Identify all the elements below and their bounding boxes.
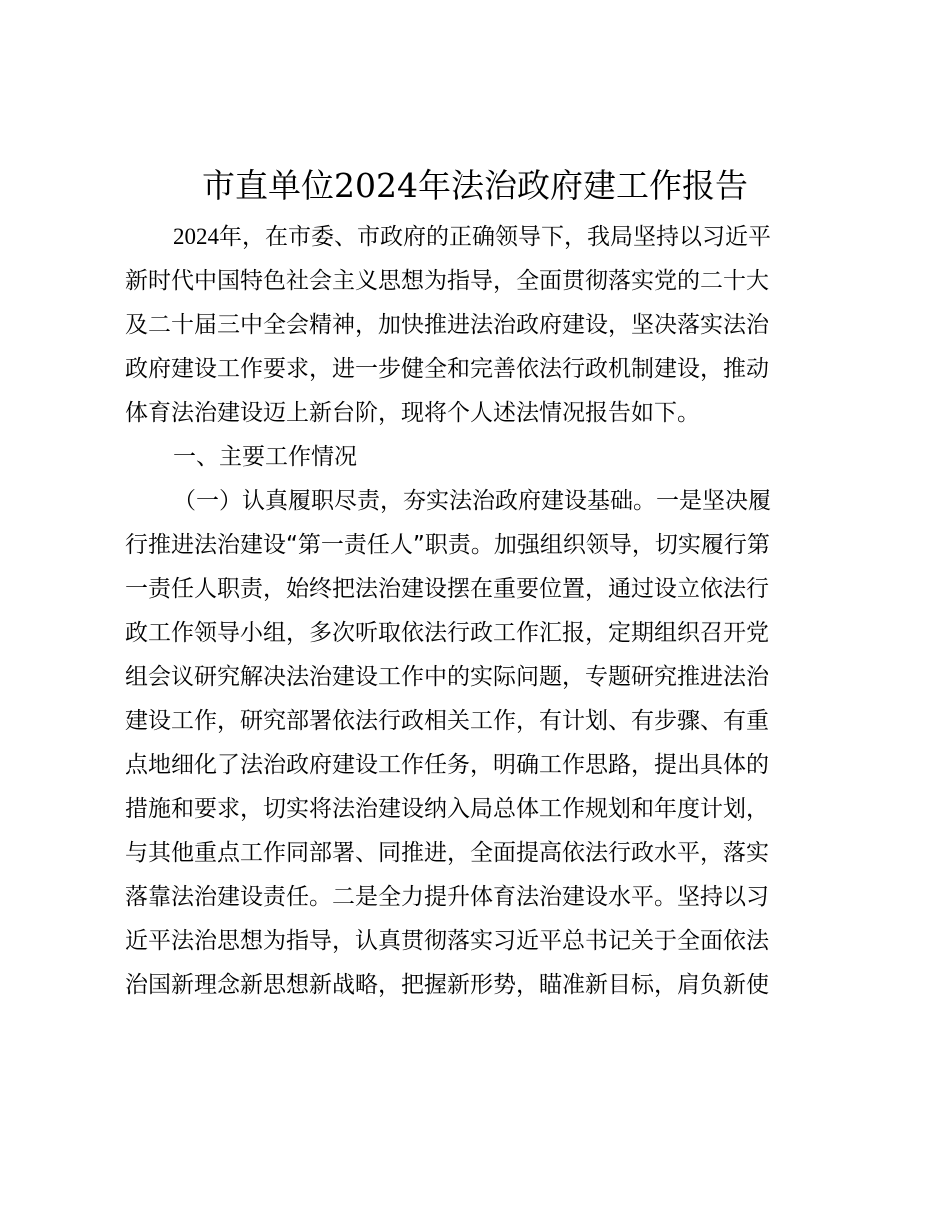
paragraph-line: 措施和要求，切实将法治建设纳入局总体工作规划和年度计划，: [125, 796, 769, 822]
paragraph-line: 及二十届三中全会精神，加快推进法治政府建设，坚决落实法治: [125, 312, 769, 338]
paragraph-line: 与其他重点工作同部署、同推进，全面提高依法行政水平，落实: [125, 840, 769, 866]
paragraph-line: 2024年，在市委、市政府的正确领导下，我局坚持以习近平: [173, 224, 771, 249]
paragraph-line: 组会议研究解决法治建设工作中的实际问题，专题研究推进法治: [125, 664, 769, 690]
paragraph-line: 体育法治建设迈上新台阶，现将个人述法情况报告如下。: [125, 400, 700, 426]
paragraph-line: 新时代中国特色社会主义思想为指导，全面贯彻落实党的二十大: [125, 268, 769, 294]
paragraph-line: 一责任人职责，始终把法治建设摆在重要位置，通过设立依法行: [125, 576, 769, 602]
paragraph-line: （一）认真履职尽责，夯实法治政府建设基础。一是坚决履: [173, 488, 771, 514]
paragraph-line: 治国新理念新思想新战略，把握新形势，瞄准新目标，肩负新使: [125, 972, 769, 998]
paragraph-line: 行推进法治建设“第一责任人”职责。加强组织领导，切实履行第: [125, 532, 770, 558]
paragraph-line: 近平法治思想为指导，认真贯彻落实习近平总书记关于全面依法: [125, 928, 769, 954]
document-body: [125, 215, 837, 1007]
section-heading: 一、主要工作情况: [173, 444, 357, 470]
paragraph-line: 点地细化了法治政府建设工作任务，明确工作思路，提出具体的: [125, 752, 769, 778]
paragraph-line: 落靠法治建设责任。二是全力提升体育法治建设水平。坚持以习: [125, 884, 769, 910]
paragraph-line: 政工作领导小组，多次听取依法行政工作汇报，定期组织召开党: [125, 620, 769, 646]
paragraph-line: 政府建设工作要求，进一步健全和完善依法行政机制建设，推动: [125, 356, 769, 382]
document-title: 市直单位2024年法治政府建工作报告: [202, 166, 748, 205]
paragraph-line: 建设工作，研究部署依法行政相关工作，有计划、有步骤、有重: [125, 708, 769, 734]
